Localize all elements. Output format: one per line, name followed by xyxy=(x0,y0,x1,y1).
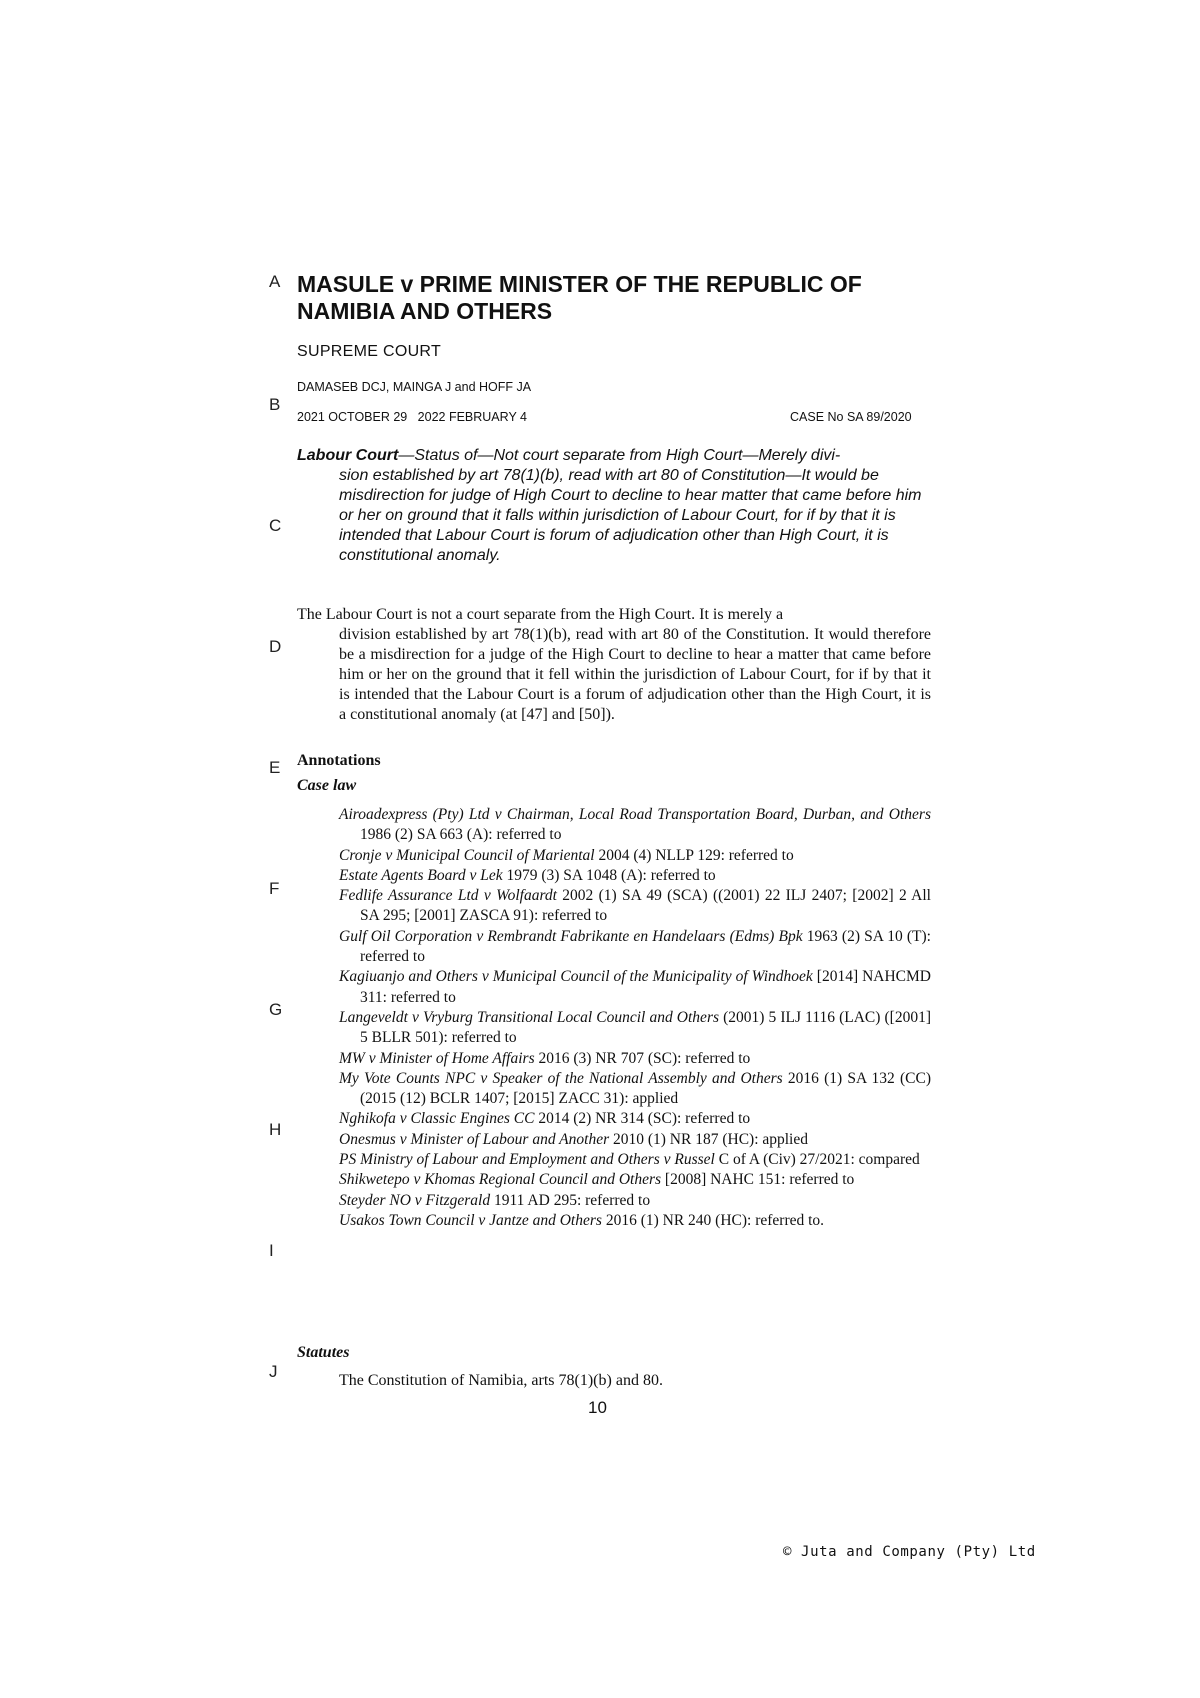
case-law-entry xyxy=(339,886,931,927)
page-number: 10 xyxy=(588,1398,607,1417)
case-citation: 2002 (1) SA 49 (SCA) ((2001) 22 ILJ 2407; [2002] 2 All SA 295; [2001] ZASCA 91): referred to xyxy=(360,887,931,925)
case-law-entry xyxy=(339,846,931,866)
statute-entry: The Constitution of Namibia, arts 78(1)(b) and 80. xyxy=(339,1372,663,1389)
case-name: MW v Minister of Home Affairs xyxy=(339,1049,535,1067)
case-citation: C of A (Civ) 27/2021: compared xyxy=(714,1151,920,1169)
case-number: CASE No SA 89/2020 xyxy=(790,410,912,424)
case-name: My Vote Counts NPC v Speaker of the National Assembly and Others xyxy=(339,1069,783,1087)
hearing-dates: 2021 OCTOBER 29 2022 FEBRUARY 4 xyxy=(297,410,527,424)
case-law-entry xyxy=(339,1211,931,1231)
case-name: Estate Agents Board v Lek xyxy=(339,866,503,884)
case-law-entry xyxy=(339,1130,931,1150)
margin-letter-c: C xyxy=(269,516,282,535)
court-name: SUPREME COURT xyxy=(297,343,442,360)
case-citation: 1963 (2) SA 10 (T): referred to xyxy=(360,927,931,966)
case-law-heading: Case law xyxy=(297,777,357,794)
case-citation: 1979 (3) SA 1048 (A): referred to xyxy=(502,866,716,884)
case-citation: 2010 (1) NR 187 (HC): applied xyxy=(609,1130,808,1148)
case-law-entry xyxy=(339,927,931,968)
case-law-entry xyxy=(339,805,931,846)
case-citation: 2016 (1) SA 132 (CC) (2015 (12) BCLR 1407; [2015] ZACC 31): applied xyxy=(360,1069,931,1108)
case-law-entry xyxy=(339,1008,931,1049)
case-name: Onesmus v Minister of Labour and Another xyxy=(339,1130,610,1148)
case-name: Cronje v Municipal Council of Mariental xyxy=(339,846,595,864)
statutes-heading: Statutes xyxy=(297,1344,350,1361)
catchword-continuation: sion established by art 78(1)(b), read with art 80 of Constitution—It would be misdirection for judge of High Court to decline to hear matter that came before him or her on ground that it falls within jurisdiction of Labour Court, for if by that it is intended that Labour Court is forum of adjudication other than High Court, it is constitutional anomaly. xyxy=(339,467,922,564)
case-law-entry xyxy=(339,1191,931,1211)
case-law-entry xyxy=(339,1109,931,1129)
case-law-list xyxy=(339,805,931,1231)
annotations-heading: Annotations xyxy=(297,752,381,769)
copyright-footer: © Juta and Company (Pty) Ltd xyxy=(783,1544,1036,1560)
margin-letter-e: E xyxy=(269,758,281,777)
case-law-entry xyxy=(339,967,931,1008)
case-title: MASULE v PRIME MINISTER OF THE REPUBLIC OF NAMIBIA AND OTHERS xyxy=(297,271,862,324)
margin-letter-g: G xyxy=(269,1000,283,1019)
catchword-first-line: —Status of—Not court separate from High Court—Merely divi- xyxy=(398,447,841,464)
case-citation: 2016 (1) NR 240 (HC): referred to. xyxy=(601,1211,825,1229)
case-citation: [2014] NAHCMD 311: referred to xyxy=(360,968,931,1006)
case-name: Shikwetepo v Khomas Regional Council and Others xyxy=(339,1171,662,1189)
headnote-continuation: division established by art 78(1)(b), read with art 80 of the Constitution. It would therefore be a misdirection for a judge of the High Court to decline to hear a matter that came before him or her on the ground that it fell within the jurisdiction of Labour Court, for if by that it is intended that the Labour Court is a forum of adjudication other than the High Court, it is a constitutional anomaly (at [47] and [50]). xyxy=(339,626,931,723)
case-law-entry xyxy=(339,1069,931,1110)
case-name: Gulf Oil Corporation v Rembrandt Fabrikante en Handelaars (Edms) Bpk xyxy=(339,927,803,945)
case-name: Fedlife Assurance Ltd v Wolfaardt xyxy=(339,887,557,905)
case-citation: 2016 (3) NR 707 (SC): referred to xyxy=(534,1049,751,1067)
case-citation: 2004 (4) NLLP 129: referred to xyxy=(594,846,794,864)
margin-letter-d: D xyxy=(269,637,282,656)
catchword-paragraph xyxy=(297,446,931,566)
case-name: Nghikofa v Classic Engines CC xyxy=(339,1110,535,1128)
headnote-paragraph xyxy=(297,605,931,725)
case-name: Kagiuanjo and Others v Municipal Council of the Municipality of Windhoek xyxy=(339,968,813,986)
case-citation: 1986 (2) SA 663 (A): referred to xyxy=(360,826,562,844)
case-citation: (2001) 5 ILJ 1116 (LAC) ([2001] 5 BLLR 501): referred to xyxy=(360,1008,931,1047)
case-law-entry xyxy=(339,1170,931,1190)
margin-letter-a: A xyxy=(269,272,281,291)
case-citation: 2014 (2) NR 314 (SC): referred to xyxy=(534,1110,751,1128)
case-law-entry xyxy=(339,1049,931,1069)
case-citation: [2008] NAHC 151: referred to xyxy=(661,1171,855,1189)
catchword-lead: Labour Court xyxy=(297,447,399,464)
margin-letter-h: H xyxy=(269,1120,282,1139)
margin-letter-i: I xyxy=(269,1241,274,1260)
margin-letter-b: B xyxy=(269,395,281,414)
case-name: Usakos Town Council v Jantze and Others xyxy=(339,1211,602,1229)
case-citation: 1911 AD 295: referred to xyxy=(490,1191,651,1209)
case-law-entry xyxy=(339,1150,931,1170)
case-name: PS Ministry of Labour and Employment and Others v Russel xyxy=(339,1151,715,1169)
headnote-first-line: The Labour Court is not a court separate from the High Court. It is merely a xyxy=(297,606,784,623)
case-name: Airoadexpress (Pty) Ltd v Chairman, Local Road Transportation Board, Durban, and Others xyxy=(339,806,931,823)
margin-letter-f: F xyxy=(269,879,280,898)
case-law-entry xyxy=(339,866,931,886)
margin-letter-j: J xyxy=(269,1362,278,1381)
case-name: Langeveldt v Vryburg Transitional Local Council and Others xyxy=(339,1008,720,1026)
case-name: Steyder NO v Fitzgerald xyxy=(339,1191,491,1209)
judges-line: DAMASEB DCJ, MAINGA J and HOFF JA xyxy=(297,380,532,394)
